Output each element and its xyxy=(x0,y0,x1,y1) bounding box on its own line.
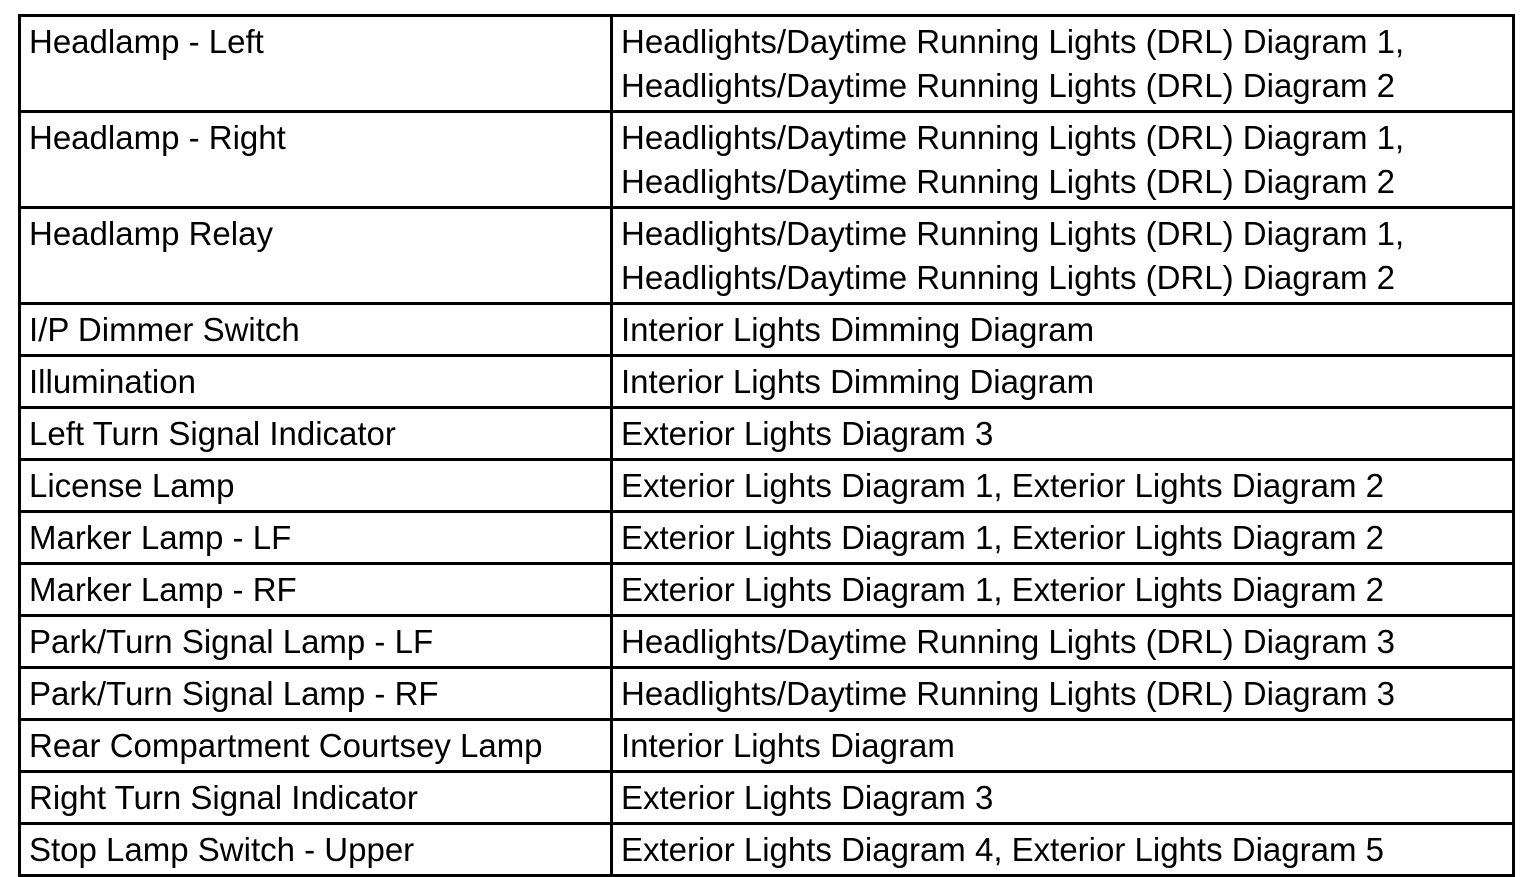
component-cell: Park/Turn Signal Lamp - LF xyxy=(20,616,612,668)
table-row xyxy=(20,16,1514,112)
diagram-reference: Exterior Lights Diagram 3 xyxy=(621,779,994,816)
diagram-cell xyxy=(612,616,1514,668)
component-cell: Illumination xyxy=(20,356,612,408)
component-cell: License Lamp xyxy=(20,460,612,512)
table-row xyxy=(20,824,1514,876)
table-body xyxy=(20,16,1514,876)
diagram-cell xyxy=(612,408,1514,460)
component-cell: Headlamp Relay xyxy=(20,208,612,304)
table-row xyxy=(20,408,1514,460)
component-cell: Headlamp - Right xyxy=(20,112,612,208)
table-row xyxy=(20,616,1514,668)
diagram-reference: Headlights/Daytime Running Lights (DRL) Diagram 1, xyxy=(621,23,1405,60)
diagram-cell xyxy=(612,304,1514,356)
component-cell: I/P Dimmer Switch xyxy=(20,304,612,356)
table-row xyxy=(20,112,1514,208)
table-row xyxy=(20,512,1514,564)
component-cell: Rear Compartment Courtsey Lamp xyxy=(20,720,612,772)
diagram-reference: Interior Lights Dimming Diagram xyxy=(621,311,1095,348)
diagram-reference: Headlights/Daytime Running Lights (DRL) Diagram 1, xyxy=(621,215,1405,252)
diagram-reference: Headlights/Daytime Running Lights (DRL) Diagram 3 xyxy=(621,675,1396,712)
component-cell: Left Turn Signal Indicator xyxy=(20,408,612,460)
diagram-cell xyxy=(612,720,1514,772)
table-row xyxy=(20,564,1514,616)
diagram-cell xyxy=(612,460,1514,512)
component-cell: Park/Turn Signal Lamp - RF xyxy=(20,668,612,720)
diagram-cell xyxy=(612,208,1514,304)
diagram-reference: Exterior Lights Diagram 4, Exterior Lights Diagram 5 xyxy=(621,831,1384,868)
diagram-cell xyxy=(612,356,1514,408)
component-diagram-table-wrapper xyxy=(18,14,1512,877)
table-row xyxy=(20,356,1514,408)
component-cell: Marker Lamp - RF xyxy=(20,564,612,616)
diagram-reference: Exterior Lights Diagram 1, Exterior Lights Diagram 2 xyxy=(621,571,1384,608)
table-row xyxy=(20,304,1514,356)
diagram-reference: Headlights/Daytime Running Lights (DRL) Diagram 2 xyxy=(621,163,1396,200)
diagram-reference: Headlights/Daytime Running Lights (DRL) Diagram 1, xyxy=(621,119,1405,156)
table-row xyxy=(20,668,1514,720)
diagram-cell xyxy=(612,564,1514,616)
diagram-reference: Headlights/Daytime Running Lights (DRL) Diagram 2 xyxy=(621,259,1396,296)
diagram-reference: Interior Lights Dimming Diagram xyxy=(621,363,1095,400)
component-cell: Stop Lamp Switch - Upper xyxy=(20,824,612,876)
diagram-cell xyxy=(612,112,1514,208)
table-row xyxy=(20,460,1514,512)
diagram-cell xyxy=(612,512,1514,564)
diagram-reference: Interior Lights Diagram xyxy=(621,727,955,764)
component-diagram-table xyxy=(18,14,1515,877)
component-cell: Right Turn Signal Indicator xyxy=(20,772,612,824)
table-row xyxy=(20,208,1514,304)
table-row xyxy=(20,720,1514,772)
diagram-cell xyxy=(612,16,1514,112)
component-cell: Headlamp - Left xyxy=(20,16,612,112)
diagram-reference: Exterior Lights Diagram 1, Exterior Lights Diagram 2 xyxy=(621,519,1384,556)
diagram-reference: Headlights/Daytime Running Lights (DRL) Diagram 2 xyxy=(621,67,1396,104)
component-cell: Marker Lamp - LF xyxy=(20,512,612,564)
diagram-reference: Headlights/Daytime Running Lights (DRL) Diagram 3 xyxy=(621,623,1396,660)
diagram-cell xyxy=(612,668,1514,720)
diagram-cell xyxy=(612,824,1514,876)
diagram-reference: Exterior Lights Diagram 3 xyxy=(621,415,994,452)
diagram-reference: Exterior Lights Diagram 1, Exterior Lights Diagram 2 xyxy=(621,467,1384,504)
